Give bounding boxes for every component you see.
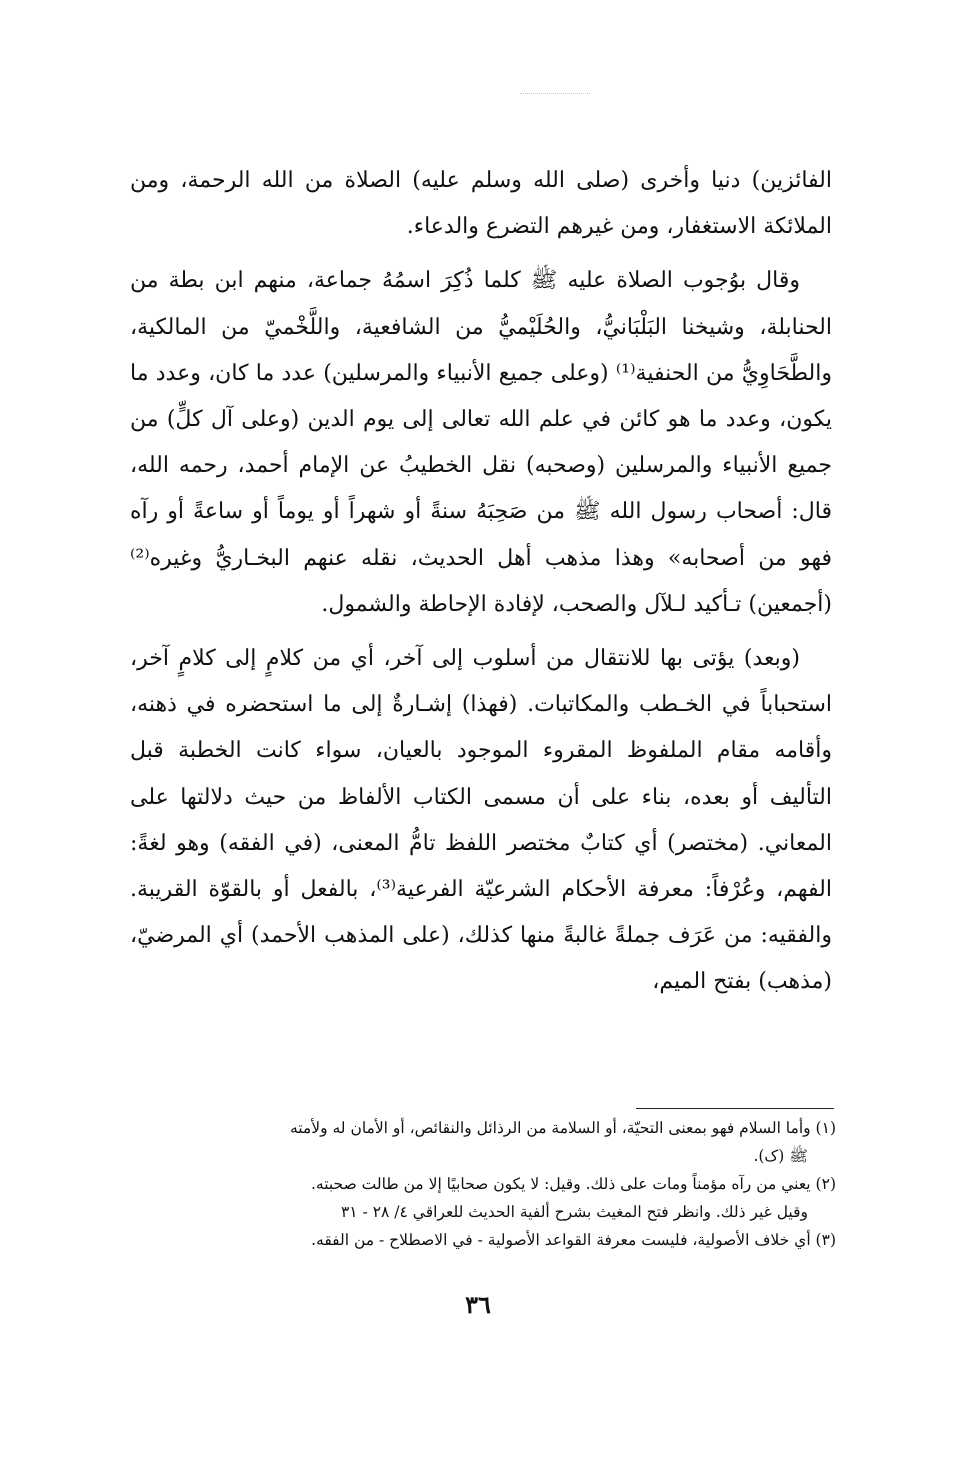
- scan-artifact: [520, 93, 590, 96]
- footnote-1: (١) وأما السلام فهو بمعنى التحيّة، أو السلامة من الرذائل والنقائص، أو الأمان له ولأمته: [289, 1119, 836, 1137]
- footnote-separator: [636, 1108, 834, 1109]
- footnote-3: (٣) أي خلاف الأصولية، فليست معرفة القواعد الأصولية - في الاصطلاح - من الفقه.: [311, 1231, 836, 1249]
- footnotes: [130, 1114, 836, 1254]
- paragraph-3: (وبعد) يؤتى بها للانتقال من أسلوب إلى آخر، أي من كلامٍ إلى كلامٍ آخر، استحباباً في الخـطب والمكاتبات. (فهذا) إشـارةٌ إلى ما استحضره في ذهنه، وأقامه مقام الملفوظ المقروء الموجود بالعيان، سواء كانت الخطبة قبل التأليف أو بعده، بناء على أن مسمى الكتاب الألفاظ من حيث دلالتها على المعاني. (مختصر) أي كتابٌ مختصر اللفظ تامُّ المعنى، (في الفقه) وهو لغةً: الفهم، وعُرْفاً: معرفة الأحكام الشرعيّة الفرعية⁽³⁾، بالفعل أو بالقوّة القريبة. والفقيه: من عَرَف جملةً غالبةً منها كذلك، (على المذهب الأحمد) أي المرضيّ، (مذهب) بفتح الميم،: [130, 646, 832, 995]
- main-text: [130, 158, 832, 1006]
- paragraph-1: الفائزين) دنيا وأخرى (صلى الله وسلم عليه) الصلاة من الله الرحمة، ومن الملائكة الاستغفار، ومن غيرهم التضرع والدعاء.: [130, 168, 832, 240]
- footnote-1-continuation: ﷺ (ک).: [753, 1147, 808, 1165]
- page-number: ٣٦: [465, 1290, 491, 1319]
- footnote-2: (٢) يعني من رآه مؤمناً ومات على ذلك. وقيل: لا يكون صحابيًا إلا من طالت صحبته.: [310, 1175, 836, 1193]
- paragraph-2: وقال بوُجوب الصلاة عليه ﷺ كلما ذُكِرَ اسمُهُ جماعة، منهم ابن بطة من الحنابلة، وشيخنا البَلْبَانيُّ، والحُلَيْميُّ من الشافعية، واللَّخْميّ من المالكية، والطَّحَاوِيُّ من الحنفية⁽¹⁾ (وعلى جميع الأنبياء والمرسلين) عدد ما كان، وعدد ما يكون، وعدد ما هو كائن في علم الله تعالى إلى يوم الدين (وعلى آل كلٍّ) من جميع الأنبياء والمرسلين (وصحبه) نقل الخطيبُ عن الإمام أحمد، رحمه الله، قال: أصحاب رسول الله ﷺ من صَحِبَهُ سنةً أو شهراً أو يوماً أو ساعةً أو رآه فهو من أصحابه» وهذا مذهب أهل الحديث، نقله عنهم البخـاريُّ وغيره⁽²⁾ (أجمعين) تـأكيد لـلآل والصحب، لإفادة الإحاطة والشمول.: [130, 268, 833, 617]
- footnote-2-continuation: وقيل غير ذلك. وانظر فتح المغيث بشرح ألفية الحديث للعراقي ٤/ ٢٨ - ٣١: [340, 1203, 808, 1221]
